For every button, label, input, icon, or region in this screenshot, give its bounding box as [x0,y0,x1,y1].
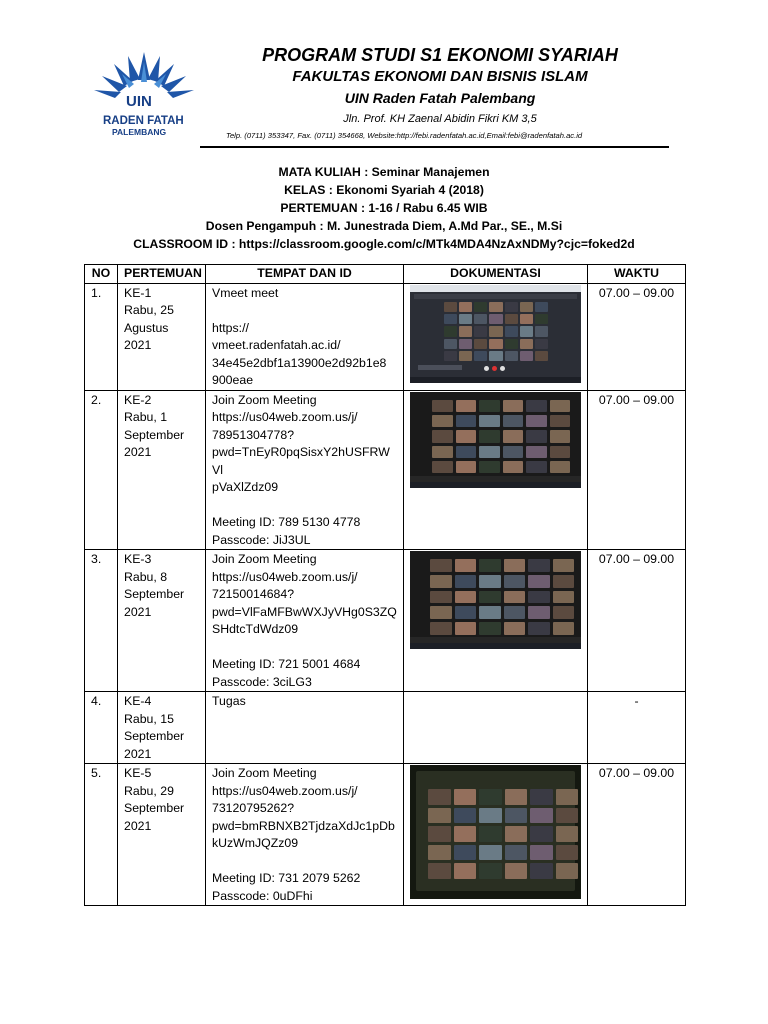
video-tile [505,314,518,324]
vmeet-screenshot [410,285,581,383]
row-no: 4. [85,692,118,764]
video-tile [505,302,518,312]
video-tile [550,400,571,412]
video-tile [430,575,452,588]
row-pertemuan: KE-5 Rabu, 29 September 2021 [118,764,206,906]
video-tile [444,326,457,336]
row-no: 2. [85,390,118,550]
video-tile [505,826,528,842]
row-waktu: - [588,692,686,764]
row-no: 3. [85,550,118,692]
video-tile [505,845,528,861]
row-pertemuan: KE-1 Rabu, 25 Agustus 2021 [118,283,206,390]
video-tile [454,826,477,842]
video-tile [474,314,487,324]
video-tile [430,591,452,604]
table-row [85,692,686,764]
row-no: 5. [85,764,118,906]
video-tile [553,575,575,588]
video-tile [456,446,477,458]
video-tile [528,591,550,604]
header-pertemuan: PERTEMUAN [118,265,206,284]
video-tile [479,400,500,412]
video-tile [504,622,526,635]
row-waktu: 07.00 – 09.00 [588,764,686,906]
video-tile [505,863,528,879]
zoom-screenshot [410,551,581,649]
video-tile [535,302,548,312]
video-tile [505,808,528,824]
table-row [85,550,686,692]
zoom-screenshot [410,392,581,488]
video-tile [503,430,524,442]
video-tile [489,314,502,324]
video-tile [553,559,575,572]
video-tile [489,326,502,336]
video-tile [479,430,500,442]
video-tile [454,789,477,805]
video-tile [526,400,547,412]
video-tile [489,302,502,312]
video-tile [479,808,502,824]
video-tile [479,845,502,861]
video-tile [455,575,477,588]
video-tile [430,622,452,635]
video-tile [505,326,518,336]
row-tempat: Tugas [206,692,404,764]
video-tile [428,863,451,879]
video-tile [454,863,477,879]
row-tempat: Join Zoom Meeting https://us04web.zoom.us/j/ 73120795262? pwd=bmRBNXB2TjdzaXdJc1pDb kUzWmJQZz09 Meeting ID: 731 2079 5262 Passcode: 0uDFhi [206,764,404,906]
video-tile [504,591,526,604]
video-tile [504,606,526,619]
schedule-table [84,264,686,906]
video-tile [455,559,477,572]
video-tile [428,789,451,805]
row-waktu: 07.00 – 09.00 [588,390,686,550]
video-tile [474,351,487,361]
video-tile [489,339,502,349]
video-tile [505,351,518,361]
video-tile [479,461,500,473]
video-tile [459,339,472,349]
video-tile [526,415,547,427]
video-tile [503,461,524,473]
video-tile [556,863,579,879]
faculty-title: FAKULTAS EKONOMI DAN BISNIS ISLAM [292,68,588,85]
table-header-row [85,265,686,284]
video-tile [432,430,453,442]
row-tempat: Join Zoom Meeting https://us04web.zoom.us/j/ 72150014684? pwd=VlFaMFBwWXJyVHg0S3ZQ SHdtcTdWdz09 Meeting ID: 721 5001 4684 Passcode: 3ciLG3 [206,550,404,692]
logo-palembang-text: PALEMBANG [112,127,167,137]
video-tile [479,863,502,879]
video-tile [535,326,548,336]
video-tile [444,302,457,312]
table-row [85,764,686,906]
video-tile [444,314,457,324]
video-tile [454,845,477,861]
video-tile [535,351,548,361]
row-dokumentasi [404,764,588,906]
video-tile [504,559,526,572]
video-tile [556,808,579,824]
video-tile [455,606,477,619]
video-tile [553,591,575,604]
row-waktu: 07.00 – 09.00 [588,550,686,692]
row-tempat: Join Zoom Meeting https://us04web.zoom.us/j/ 78951304778? pwd=TnEyR0pqSisxY2hUSFRWVl pVaXlZdz09 Meeting ID: 789 5130 4778 Passcode: JiJ3UL [206,390,404,550]
video-tile [528,575,550,588]
video-tile [520,314,533,324]
video-tile [432,461,453,473]
video-tile [530,789,553,805]
video-tile [455,591,477,604]
video-tile [479,789,502,805]
classroom-id: CLASSROOM ID : https://classroom.google.com/c/MTk4MDA4NzAxNDMy?cjc=foked2d [133,237,635,251]
video-tile [556,826,579,842]
dosen: Dosen Pengampuh : M. Junestrada Diem, A.Md Par., SE., M.Si [205,219,563,233]
video-tile [550,430,571,442]
header-tempat: TEMPAT DAN ID [206,265,404,284]
video-tile [430,606,452,619]
video-tile [432,446,453,458]
course-info [0,163,768,253]
video-tile [455,622,477,635]
video-tile [556,789,579,805]
video-tile [444,339,457,349]
video-tile [526,446,547,458]
video-tile [503,415,524,427]
video-tile [456,430,477,442]
video-tile [520,302,533,312]
video-tile [528,559,550,572]
university-title: UIN Raden Fatah Palembang [344,90,536,106]
video-tile [530,808,553,824]
video-tile [479,606,501,619]
video-tile [535,339,548,349]
video-tile [456,461,477,473]
row-pertemuan: KE-3 Rabu, 8 September 2021 [118,550,206,692]
video-tile [528,606,550,619]
video-tile [479,559,501,572]
video-tile [503,400,524,412]
row-waktu: 07.00 – 09.00 [588,283,686,390]
logo-uin-text: UIN [126,93,152,110]
video-tile [474,302,487,312]
video-tile [550,415,571,427]
letterhead-text [200,44,680,127]
row-pertemuan: KE-4 Rabu, 15 September 2021 [118,692,206,764]
video-tile [504,575,526,588]
zoom-photo [410,765,581,899]
video-tile [444,351,457,361]
video-tile [550,461,571,473]
video-tile [454,808,477,824]
video-tile [479,415,500,427]
video-tile [459,302,472,312]
video-tile [520,351,533,361]
address: Jln. Prof. KH Zaenal Abidin Fikri KM 3,5 [343,113,537,125]
row-dokumentasi [404,390,588,550]
video-tile [474,339,487,349]
video-tile [530,863,553,879]
video-tile [479,591,501,604]
header-dokumentasi: DOKUMENTASI [404,265,588,284]
row-tempat: Vmeet meet https:// vmeet.radenfatah.ac.id/ 34e45e2dbf1a13900e2d92b1e8 900eae [206,283,404,390]
program-title: PROGRAM STUDI S1 EKONOMI SYARIAH [262,45,618,65]
video-tile [432,415,453,427]
header-rule [200,146,669,148]
video-tile [479,575,501,588]
video-tile [459,314,472,324]
row-dokumentasi [404,283,588,390]
video-tile [479,446,500,458]
video-tile [530,826,553,842]
video-tile [489,351,502,361]
table-row [85,283,686,390]
row-dokumentasi [404,550,588,692]
header-no: NO [85,265,118,284]
row-pertemuan: KE-2 Rabu, 1 September 2021 [118,390,206,550]
video-tile [459,351,472,361]
row-no: 1. [85,283,118,390]
pertemuan-info: PERTEMUAN : 1-16 / Rabu 6.45 WIB [280,201,488,215]
video-tile [528,622,550,635]
video-tile [474,326,487,336]
video-tile [456,400,477,412]
row-dokumentasi [404,692,588,764]
video-tile [503,446,524,458]
video-tile [428,845,451,861]
video-tile [526,430,547,442]
video-tile [505,789,528,805]
video-tile [520,326,533,336]
video-tile [505,339,518,349]
logo-raden-fatah-text: RADEN FATAH [103,115,184,127]
contact-line: Telp. (0711) 353347, Fax. (0711) 354668, Website:http://febi.radenfatah.ac.id,Email:febi@radenfatah.ac.id [226,131,583,140]
video-tile [432,400,453,412]
video-tile [479,826,502,842]
video-tile [550,446,571,458]
video-tile [556,845,579,861]
video-tile [430,559,452,572]
video-tile [520,339,533,349]
header-waktu: WAKTU [588,265,686,284]
video-tile [535,314,548,324]
video-tile [553,622,575,635]
letterhead [0,0,768,150]
video-tile [553,606,575,619]
video-tile [459,326,472,336]
mata-kuliah: MATA KULIAH : Seminar Manajemen [278,165,490,179]
kelas: KELAS : Ekonomi Syariah 4 (2018) [284,183,484,197]
video-tile [479,622,501,635]
video-tile [456,415,477,427]
table-row [85,390,686,550]
video-tile [526,461,547,473]
video-tile [530,845,553,861]
video-tile [428,826,451,842]
video-tile [428,808,451,824]
uin-raden-fatah-logo [92,46,196,142]
